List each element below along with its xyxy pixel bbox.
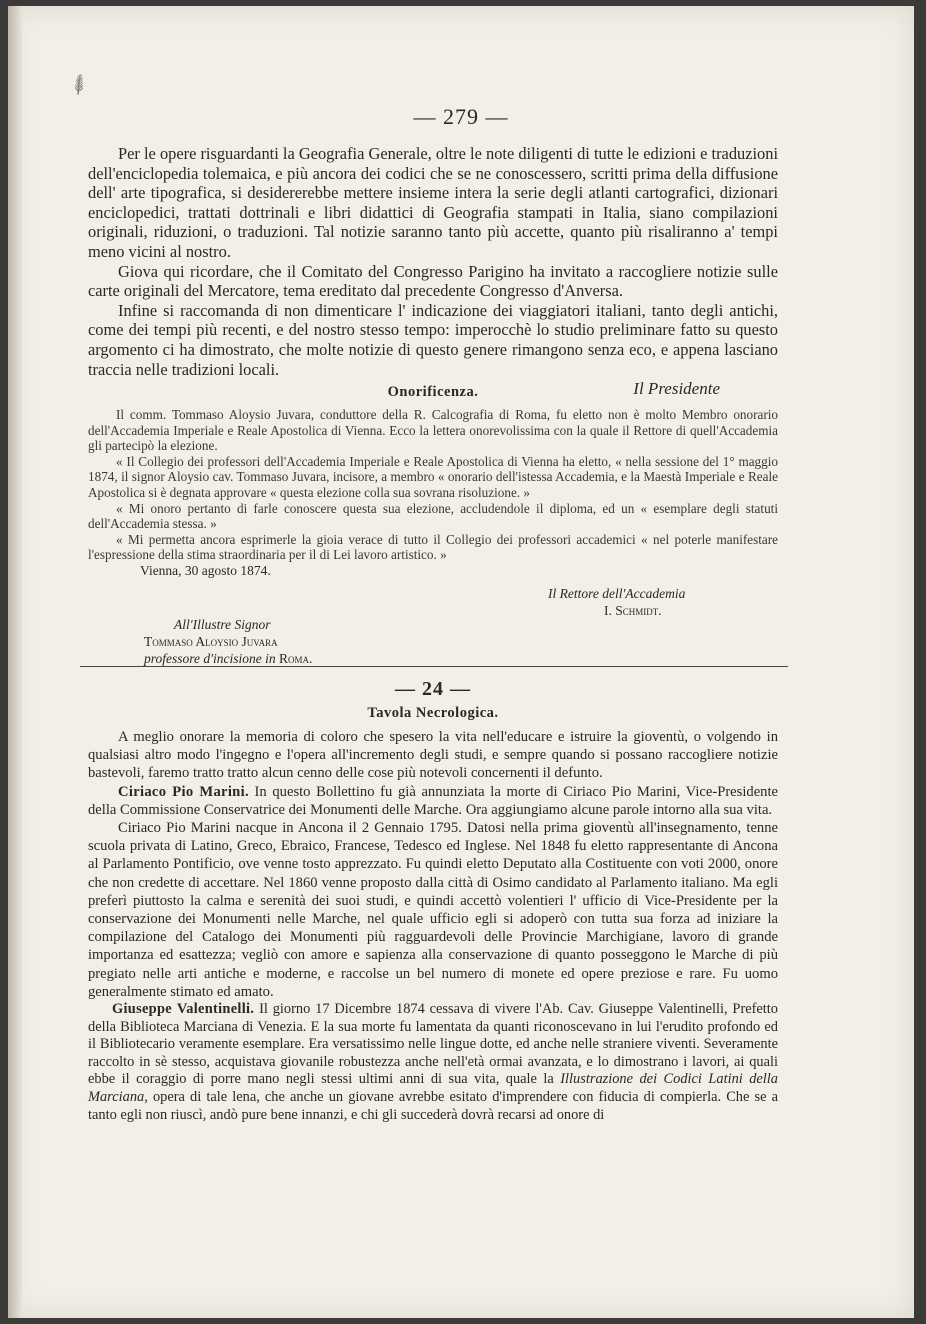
addressee-line-1: All'Illustre Signor: [174, 617, 271, 632]
rector-title: Il Rettore dell'Accademia: [548, 586, 686, 601]
valentinelli-text-start: Il giorno 17 Dicembre 1874 cessava di vivere l'Ab. Cav. Giuseppe Valentinelli, Prefetto della Biblioteca Marciana di Venezia. E la sua morte fu lamentata da quanti riconoscevano in lui l'erudito profondo ed il Bibliotecario veramente esemplare. Era versatissimo nelle lingue dotte, ed anche nelle straniere viventi. Severamente raccolto in sè stesso, acquistava giovanile robustezza anche nell'età ormai avanzata, e lo dimostrano i lavori, ai quali ebbe il coraggio di porre mano negli stessi ultimi anni di sua vita, quale la: [88, 1001, 778, 1088]
scanned-page: [8, 6, 914, 1318]
intro-paragraph-1: Per le opere risguardanti la Geografia Generale, oltre le note diligenti di tutte le edizioni e traduzioni dell'enciclopedia tolemaica, e più ancora dei codici che se ne conoscessero, scritti prima della diffusione dell' arte tipografica, si desidererebbe mettere insieme intera la serie degli atlanti cartografici, dizionari enciclopedici, trattati dottrinali e libri didattici di Geografia stampati in Italia, siano compilazioni originali, riduzioni, o traduzioni. Tal notizie saranno tanto più accette, quanto più risaliranno a' tempi meno vicini al nostro.: [88, 144, 778, 261]
honor-section: [88, 384, 778, 579]
marini-intro-text: In questo Bollettino fu già annunziata la morte di Ciriaco Pio Marini, Vice-Presidente della Commissione Conservatrice dei Monumenti delle Marche. Ora aggiungiamo alcune parole intorno alla sua vita.: [88, 783, 779, 818]
intro-section: [88, 144, 778, 399]
valentinelli-text-end: , opera di tale lena, che anche un giovane avrebbe esitato d'imprendere con fiducia di compierla. Che se a tanto egli non riuscì, andò pure bene innanzi, e chi gli succederà dovrà recarsi ad onore di: [88, 1089, 778, 1123]
necrology-heading: Tavola Necrologica.: [367, 705, 499, 721]
addressee-city: Roma.: [279, 651, 313, 666]
honor-paragraph-3: « Mi onoro pertanto di farle conoscere questa sua elezione, accludendole il diploma, ed un « esemplare degli statuti dell'Accademia stessa. »: [88, 500, 778, 532]
rector-name: I. Schmidt.: [604, 603, 662, 618]
honor-heading: Onorificenza.: [387, 384, 479, 400]
valentinelli-work-title: Illustrazione dei Codici Latini della Marciana: [88, 1071, 779, 1106]
valentinelli-name: Giuseppe Valentinelli.: [112, 1001, 255, 1018]
section-number: — 24 —: [395, 678, 471, 700]
section-divider: [80, 666, 788, 667]
honor-paragraph-1: Il comm. Tommaso Aloysio Juvara, conduttore della R. Calcografia di Roma, fu eletto non è molto Membro onorario dell'Accademia Imperiale e Reale Apostolica di Vienna. Ecco la lettera onorevolissima con la quale il Rettore di quell'Accademia gli partecipò la elezione.: [88, 407, 778, 454]
addressee-line-3: [144, 650, 312, 667]
page-spine-shadow: [8, 6, 22, 1318]
necrology-intro: A meglio onorare la memoria di coloro che spesero la vita nell'educare e istruire la gioventù, o volgendo in qualsiasi altro modo l'ingegno e l'opera all'incremento degli studi, e sempre quando si possano raccogliere notizie bastevoli, faremo tratto tratto alcun cenno delle cose più notevoli concernenti il defunto.: [88, 729, 778, 782]
addressee-profession: professore d'incisione in: [144, 651, 276, 666]
marini-biography: Ciriaco Pio Marini nacque in Ancona il 2 Gennaio 1795. Datosi nella prima gioventù all'insegnamento, tenne scuola privata di Latino, Greco, Ebraico, Francese, Tedesco ed Inglese. Nel 1848 fu eletto rappresentante di Ancona al Parlamento Pontificio, ove venne tosto apprezzato. Fu quindi eletto Deputato alla Costituente con voti 2000, onore che non credette di accettare. Nel 1860 venne proposto dalla città di Osimo candidato al Parlamento italiano. Ma egli preferì piuttosto la calma e serenità dei suoi studi, e quindi accettò volentieri l' ufficio di Vice-Presidente per la conservazione dei Monumenti nelle Marche, nel quale ufficio egli si adoperò con tutta sua forza ad iniziare la compilazione del Catalogo dei Monumenti più ragguardevoli delle Provincie Marchigiane, lavoro di grande importanza ed esattezza; vegliò con amore e sapienza alla conservazione di quanto posseggono le Marche di più pregiato nelle arti antiche e moderne, e raccolse un bel numero di monete ed opere preziose e rare. Fu uomo generalmente stimato ed amato.: [88, 820, 778, 1000]
president-signature: Il Presidente: [633, 379, 720, 399]
honor-paragraph-4: « Mi permetta ancora esprimerle la gioia verace di tutto il Collegio dei professori accademici « nel poterle manifestare l'espressione della stima straordinaria per il di Lei lavoro artistico. »: [88, 531, 778, 563]
honor-paragraph-2: « Il Collegio dei professori dell'Accademia Imperiale e Reale Apostolica di Vienna ha eletto, « nella sessione del 1° maggio 1874, il signor Aloysio cav. Tommaso Juvara, incisore, a membro « onorario dell'istessa Accademia, e la Maestà Imperiale e Reale Apostolica si è degnata approvare « questa elezione colla sua sovrana risoluzione. »: [88, 453, 778, 500]
page-number: — 279 —: [413, 104, 509, 129]
ink-smudge-icon: ⸙: [61, 64, 97, 104]
necrology-section: [88, 678, 778, 1124]
marini-name: Ciriaco Pio Marini.: [118, 783, 249, 800]
addressee-line-2: Tommaso Aloysio Juvara: [144, 634, 278, 649]
letter-date: Vienna, 30 agosto 1874.: [140, 562, 271, 578]
marini-intro-paragraph: [88, 783, 778, 819]
intro-paragraph-3: Infine si raccomanda di non dimenticare l' indicazione dei viaggiatori italiani, tanto degli antichi, come dei tempi più recenti, e del nostro stesso tempo: imperocchè lo studio preliminare fatto su questo argomento ci ha dimostrato, che molte notizie di questo genere rimangono senza eco, e appena lasciano traccia nelle tradizioni locali.: [88, 300, 778, 379]
intro-paragraph-2: Giova qui ricordare, che il Comitato del Congresso Parigino ha invitato a raccogliere notizie sulle carte originali del Mercatore, tema ereditato dal precedente Congresso d'Anversa.: [88, 261, 778, 301]
valentinelli-paragraph: [88, 1001, 778, 1124]
